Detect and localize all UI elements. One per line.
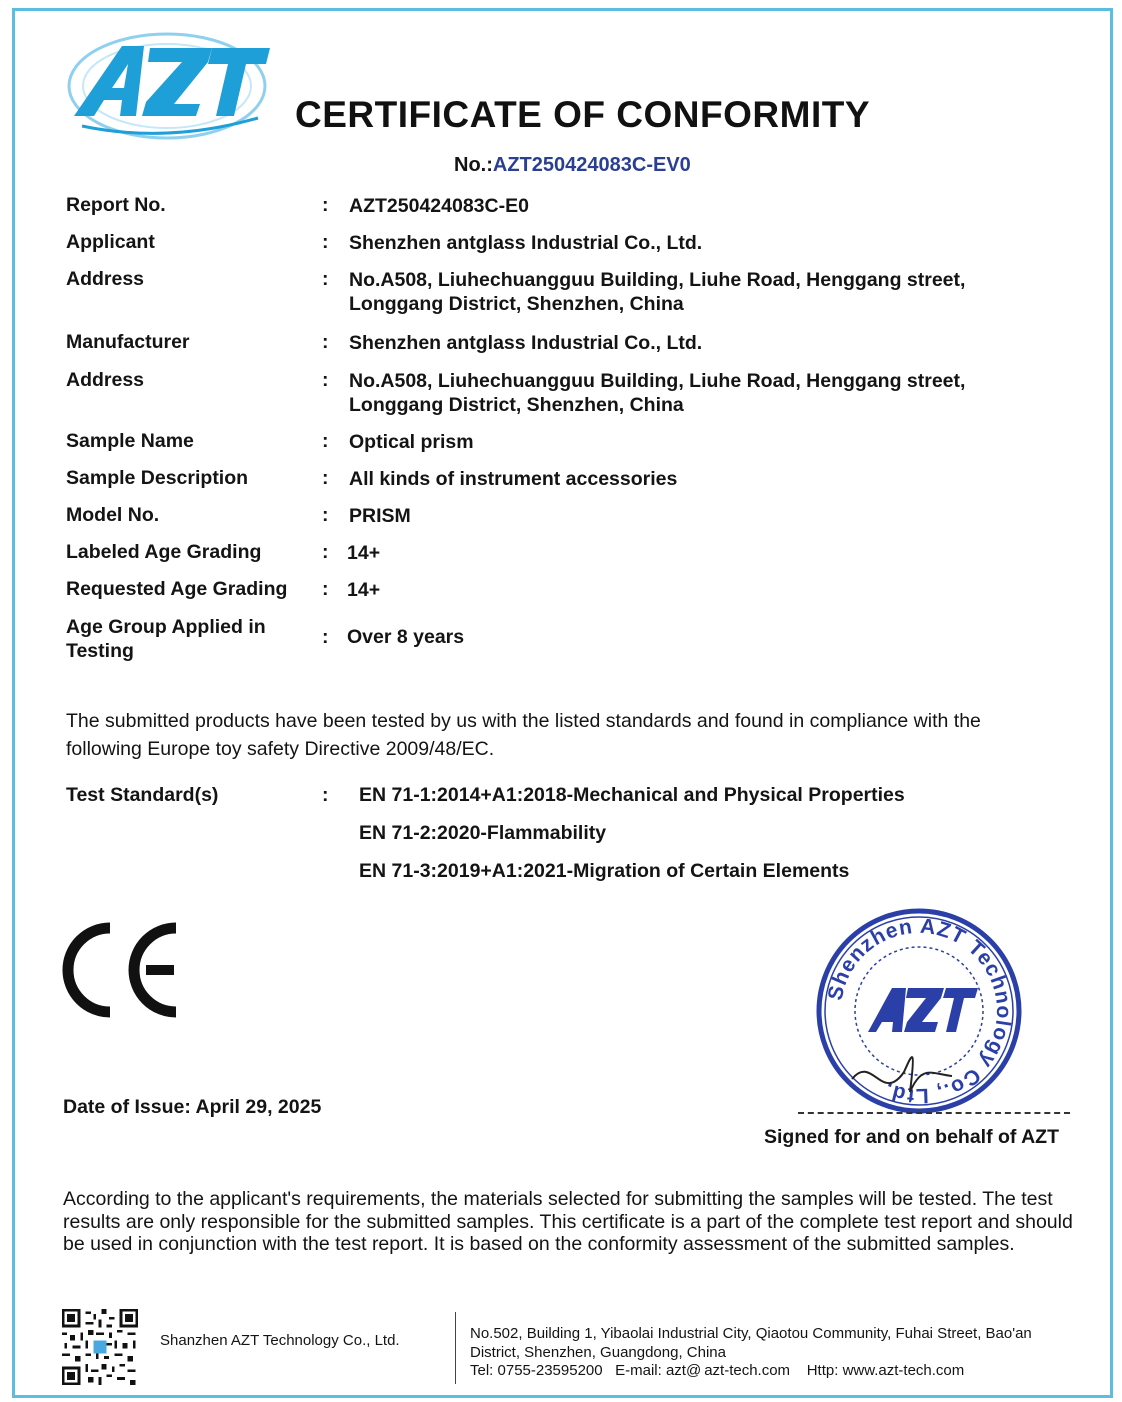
page-title: CERTIFICATE OF CONFORMITY [295, 94, 870, 135]
field-label-line: Age Group Applied in [66, 616, 266, 638]
certificate-number-value: AZT250424083C-EV0 [492, 154, 691, 176]
field-colon: : [322, 194, 329, 216]
test-standard-item: EN 71-2:2020-Flammability [359, 822, 607, 844]
field-label: Requested Age Grading [66, 578, 288, 600]
field-colon: : [322, 331, 329, 353]
field-value [349, 268, 999, 316]
field-colon: : [322, 268, 329, 290]
field-label [66, 615, 316, 663]
signed-for-label: Signed for and on behalf of AZT [764, 1126, 1060, 1148]
field-label: Applicant [66, 231, 155, 253]
footer-company-name: Shanzhen AZT Technology Co., Ltd. [160, 1332, 400, 1349]
certificate-number-label: No.: [454, 154, 493, 176]
field-label: Sample Description [66, 467, 249, 489]
field-value-line: No.A508, Liuhechuangguu Building, Liuhe Road, Henggang street, [349, 269, 966, 291]
field-colon: : [322, 578, 329, 600]
field-label: Model No. [66, 504, 160, 526]
footer-address-block [470, 1325, 1070, 1381]
company-stamp-icon [812, 904, 1026, 1118]
field-label: Manufacturer [66, 331, 190, 353]
field-value: All kinds of instrument accessories [349, 468, 678, 490]
field-value-line: Longgang District, Shenzhen, China [349, 394, 684, 416]
qr-code-icon [62, 1309, 138, 1385]
compliance-statement: The submitted products have been tested by us with the listed standards and found in compliance with the following Europe toy safety Directive 2009/48/EC. [66, 710, 981, 760]
field-value [349, 369, 999, 417]
field-value-line: Longgang District, Shenzhen, China [349, 293, 684, 315]
field-colon: : [322, 467, 329, 489]
date-of-issue: Date of Issue: April 29, 2025 [63, 1096, 322, 1118]
signature-line [798, 1112, 1070, 1114]
footer-divider [455, 1312, 456, 1384]
field-value: Shenzhen antglass Industrial Co., Ltd. [349, 332, 703, 354]
field-label-line: Testing [66, 640, 134, 662]
field-colon: : [322, 231, 329, 253]
field-value: Optical prism [349, 431, 474, 453]
footer-address-line: District, Shenzhen, Guangdong, China [470, 1343, 726, 1361]
field-colon: : [322, 504, 329, 526]
field-colon: : [322, 369, 329, 391]
ce-mark-icon [62, 922, 182, 1018]
azt-logo-icon [62, 26, 272, 146]
footer-contact-line: Tel: 0755-23595200 E-mail: azt@ azt-tech.com Http: www.azt-tech.com [470, 1362, 965, 1379]
certificate-number [454, 154, 691, 177]
field-label: Address [66, 268, 145, 290]
test-standard-item: EN 71-3:2019+A1:2021-Migration of Certain Elements [359, 860, 850, 882]
test-standards-label: Test Standard(s) [66, 784, 219, 806]
disclaimer-text: According to the applicant's requirements, the materials selected for submitting the samples will be tested. The test results are only responsible for the submitted samples. This certificate is a part of the complete test report and should be used in conjunction with the test report. It is based on the conformity assessment of the submitted samples. [63, 1188, 1073, 1255]
field-colon: : [322, 626, 329, 648]
footer-address-line: No.502, Building 1, Yibaolai Industrial City, Qiaotou Community, Fuhai Street, Bao'an [470, 1325, 1032, 1342]
field-label: Report No. [66, 194, 166, 216]
field-value: Over 8 years [347, 626, 465, 648]
field-colon: : [322, 784, 329, 806]
stamp-text: Shenzhen AZT Technology Co., Ltd. [823, 914, 1016, 1108]
field-colon: : [322, 430, 329, 452]
field-value: PRISM [349, 505, 411, 527]
field-label: Address [66, 369, 145, 391]
field-value-line: No.A508, Liuhechuangguu Building, Liuhe Road, Henggang street, [349, 370, 966, 392]
field-value: 14+ [347, 542, 381, 564]
test-standard-item: EN 71-1:2014+A1:2018-Mechanical and Physical Properties [359, 784, 905, 806]
field-colon: : [322, 541, 329, 563]
field-value: 14+ [347, 579, 381, 601]
field-value: AZT250424083C-E0 [349, 195, 529, 217]
field-value: Shenzhen antglass Industrial Co., Ltd. [349, 232, 703, 254]
field-label: Sample Name [66, 430, 194, 452]
field-label: Labeled Age Grading [66, 541, 262, 563]
